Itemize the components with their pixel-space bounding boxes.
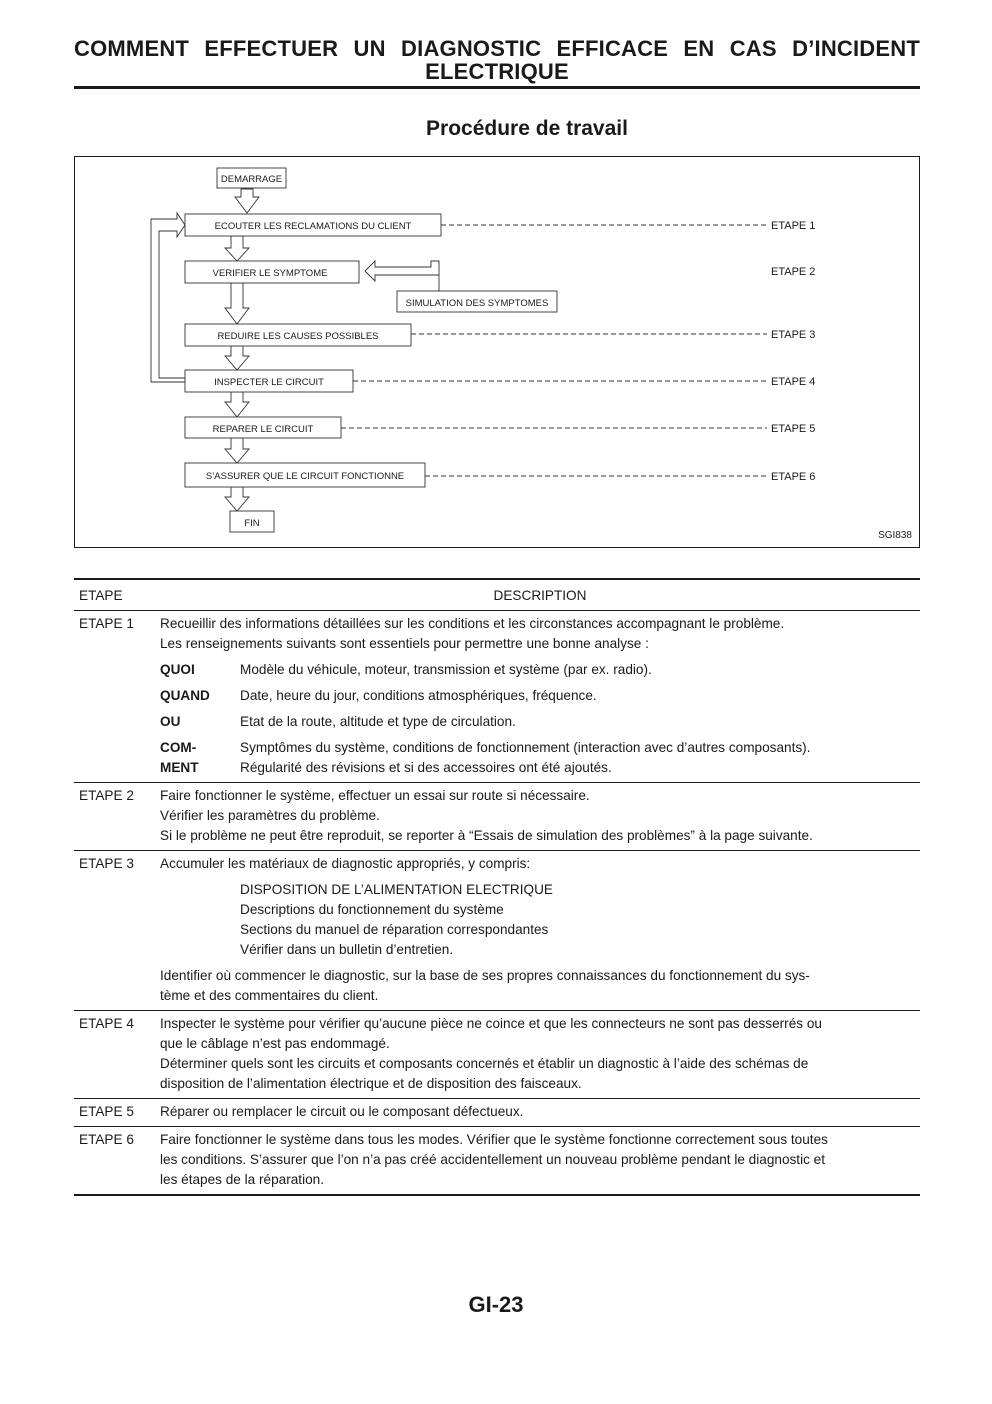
info-key: QUOI <box>160 662 195 677</box>
row-text: les étapes de la réparation. <box>160 1172 324 1187</box>
info-value: Etat de la route, altitude et type de circulation. <box>240 714 516 729</box>
box-simulation-label: SIMULATION DES SYMPTOMES <box>405 298 549 309</box>
box-start-label: DEMARRAGE <box>220 174 283 185</box>
row-description <box>160 1130 920 1190</box>
info-item <box>160 738 912 778</box>
box-step4-label: INSPECTER LE CIRCUIT <box>214 377 324 388</box>
info-key: QUAND <box>160 688 210 703</box>
row-paragraph <box>160 966 912 1006</box>
row-description <box>160 1014 920 1094</box>
box-step3-label: REDUIRE LES CAUSES POSSIBLES <box>217 331 379 342</box>
row-text: Identifier où commencer le diagnostic, sur la base de ses propres connaissances du fonctionnement du sys- <box>160 968 810 983</box>
etape-3-label: ETAPE 3 <box>771 329 816 341</box>
box-step2-label: VERIFIER LE SYMPTOME <box>212 268 328 279</box>
row-description <box>160 1102 920 1122</box>
table-row <box>74 1011 920 1099</box>
row-text: Accumuler les matériaux de diagnostic appropriés, y compris: <box>160 856 531 871</box>
page-number: GI-23 <box>468 1292 524 1317</box>
feedback-loop-arrow <box>151 213 185 382</box>
row-text: Recueillir des informations détaillées sur les conditions et les circonstances accompagnant le problème. <box>160 616 785 631</box>
info-value: Date, heure du jour, conditions atmosphériques, fréquence. <box>240 688 597 703</box>
list-item: Sections du manuel de réparation correspondantes <box>240 922 549 937</box>
etape-5-label: ETAPE 5 <box>771 423 816 435</box>
table-row <box>74 611 920 783</box>
page-title-line-1: COMMENT EFFECTUER UN DIAGNOSTIC EFFICACE EN CAS D’INCIDENT <box>74 36 920 61</box>
info-key-line: MENT <box>160 760 199 775</box>
etape-2-label: ETAPE 2 <box>771 266 816 278</box>
row-description <box>160 614 920 778</box>
table-row <box>74 851 920 1011</box>
simulation-arrow <box>365 261 439 291</box>
row-text: que le câblage n’est pas endommagé. <box>160 1036 390 1051</box>
row-step: ETAPE 4 <box>79 1016 134 1031</box>
row-description <box>160 854 920 1006</box>
title-rule <box>74 86 920 89</box>
row-text: les conditions. S’assurer que l’on n’a pas créé accidentellement un nouveau problème pendant le diagnostic et <box>160 1152 826 1167</box>
box-step5-label: REPARER LE CIRCUIT <box>212 424 314 435</box>
list-item: DISPOSITION DE L’ALIMENTATION ELECTRIQUE <box>240 882 553 897</box>
row-text: Les renseignements suivants sont essentiels pour permettre une bonne analyse : <box>160 636 649 651</box>
arrow-step1-to-step2 <box>225 236 249 261</box>
section-title: Procédure de travail <box>426 117 628 140</box>
row-text: Si le problème ne peut être reproduit, se reporter à “Essais de simulation des problèmes” à la page suivante. <box>160 828 813 843</box>
row-description <box>160 786 920 846</box>
row-text: Déterminer quels sont les circuits et composants concernés et établir un diagnostic à l’aide des schémas de <box>160 1056 809 1071</box>
arrow-step3-to-step4 <box>225 346 249 370</box>
arrow-start-to-step1 <box>235 189 259 213</box>
row-step: ETAPE 2 <box>79 788 134 803</box>
row-text: Réparer ou remplacer le circuit ou le composant défectueux. <box>160 1104 524 1119</box>
page-title-line-2: ELECTRIQUE <box>425 59 569 84</box>
row-text: Faire fonctionner le système, effectuer un essai sur route si nécessaire. <box>160 788 590 803</box>
row-text: disposition de l’alimentation électrique et de disposition des faisceaux. <box>160 1076 582 1091</box>
description-table <box>74 578 920 1196</box>
box-step1-label: ECOUTER LES RECLAMATIONS DU CLIENT <box>214 221 412 232</box>
materials-list <box>160 880 912 960</box>
row-step: ETAPE 6 <box>79 1132 134 1147</box>
list-item: Vérifier dans un bulletin d’entretien. <box>240 942 454 957</box>
info-key-line: COM- <box>160 740 197 755</box>
etape-4-label: ETAPE 4 <box>771 376 816 388</box>
box-end-label: FIN <box>244 518 260 529</box>
flowchart-figure <box>74 156 920 548</box>
arrow-step5-to-step6 <box>225 438 249 463</box>
info-key <box>160 738 240 778</box>
page-title <box>74 38 920 83</box>
info-value-line: Régularité des révisions et si des accessoires ont été ajoutés. <box>240 760 612 775</box>
info-item <box>160 686 912 706</box>
row-step: ETAPE 1 <box>79 616 134 631</box>
row-step: ETAPE 5 <box>79 1104 134 1119</box>
box-step6-label: S’ASSURER QUE LE CIRCUIT FONCTIONNE <box>205 471 405 482</box>
info-item <box>160 712 912 732</box>
arrow-step4-to-step5 <box>225 392 249 417</box>
row-text: Vérifier les paramètres du problème. <box>160 808 380 823</box>
table-row <box>74 1127 920 1194</box>
info-value <box>240 738 912 778</box>
info-key: OU <box>160 714 181 729</box>
arrow-step6-to-end <box>225 487 249 511</box>
info-value-line: Symptômes du système, conditions de fonctionnement (interaction avec d’autres composants). <box>240 740 811 755</box>
header-description: DESCRIPTION <box>493 588 587 603</box>
info-value: Modèle du véhicule, moteur, transmission et système (par ex. radio). <box>240 662 652 677</box>
table-row <box>74 1099 920 1127</box>
row-text: tème et des commentaires du client. <box>160 988 379 1003</box>
header-step: ETAPE <box>79 588 123 603</box>
row-step: ETAPE 3 <box>79 856 134 871</box>
etape-1-label: ETAPE 1 <box>771 220 816 232</box>
flowchart-diagram <box>75 157 921 549</box>
table-header <box>74 580 920 611</box>
list-item: Descriptions du fonctionnement du système <box>240 902 504 917</box>
table-row <box>74 783 920 851</box>
row-text: Inspecter le système pour vérifier qu’aucune pièce ne coince et que les connecteurs ne sont pas desserrés ou <box>160 1016 822 1031</box>
figure-code: SGI838 <box>878 530 912 541</box>
info-item <box>160 660 912 680</box>
row-text: Faire fonctionner le système dans tous les modes. Vérifier que le système fonctionne correctement sous toutes <box>160 1132 828 1147</box>
arrow-step2-to-step3 <box>225 283 249 324</box>
etape-6-label: ETAPE 6 <box>771 471 816 483</box>
